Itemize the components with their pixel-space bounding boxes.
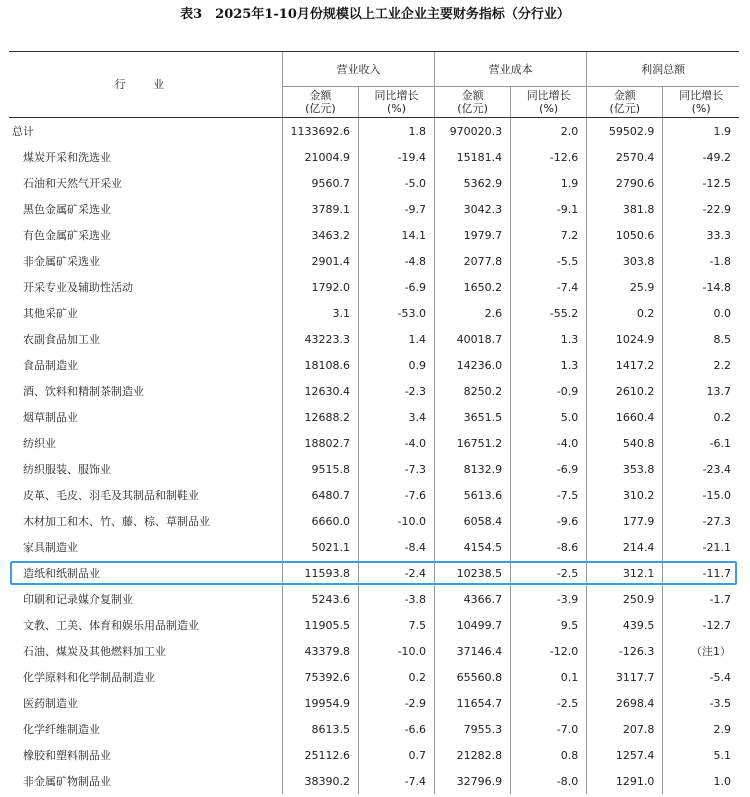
cost-amount-cell: 8132.9 — [435, 456, 511, 482]
industry-name-cell: 医药制造业 — [23, 697, 78, 710]
revenue-amount-cell: 12688.2 — [282, 404, 358, 430]
profit-amount-cell: 1417.2 — [587, 352, 663, 378]
profit-growth-cell: -11.7 — [663, 560, 739, 586]
cost-amount-cell: 3651.5 — [435, 404, 511, 430]
profit-amount-cell: 1257.4 — [587, 742, 663, 768]
revenue-growth-cell: 1.8 — [358, 118, 434, 145]
revenue-amount-cell: 43379.8 — [282, 638, 358, 664]
cost-growth-cell: -9.6 — [511, 508, 587, 534]
table-row — [9, 274, 739, 300]
cost-growth-cell: 0.1 — [511, 664, 587, 690]
profit-growth-cell: 5.1 — [663, 742, 739, 768]
cost-amount-cell: 65560.8 — [435, 664, 511, 690]
table-row — [9, 378, 739, 404]
revenue-amount-cell: 6660.0 — [282, 508, 358, 534]
industry-name-cell: 化学纤维制造业 — [23, 723, 100, 736]
cost-amount-cell: 4154.5 — [435, 534, 511, 560]
profit-amount-cell: 250.9 — [587, 586, 663, 612]
table-row — [9, 456, 739, 482]
table-row — [9, 144, 739, 170]
industry-name-cell: 造纸和纸制品业 — [23, 567, 100, 580]
table-row — [9, 560, 739, 586]
cost-amount-cell: 2.6 — [435, 300, 511, 326]
revenue-growth-cell: 1.4 — [358, 326, 434, 352]
cost-growth-cell: 1.9 — [511, 170, 587, 196]
cost-growth-cell: 5.0 — [511, 404, 587, 430]
industry-name-cell: 木材加工和木、竹、藤、棕、草制品业 — [23, 515, 210, 528]
profit-growth-cell: -14.8 — [663, 274, 739, 300]
revenue-growth-cell: -10.0 — [358, 638, 434, 664]
industry-header: 行 业 — [9, 52, 282, 118]
profit-growth-cell: -21.1 — [663, 534, 739, 560]
revenue-growth-cell: 0.9 — [358, 352, 434, 378]
profit-amount-cell: 353.8 — [587, 456, 663, 482]
profit-amount-cell: 2698.4 — [587, 690, 663, 716]
revenue-amount-cell: 11593.8 — [282, 560, 358, 586]
profit-growth-cell: -49.2 — [663, 144, 739, 170]
cost-amount-cell: 37146.4 — [435, 638, 511, 664]
industry-name-cell: 烟草制品业 — [23, 411, 78, 424]
table-row — [9, 248, 739, 274]
profit-growth-cell: 0.2 — [663, 404, 739, 430]
revenue-growth-cell: -6.9 — [358, 274, 434, 300]
profit-growth-cell: -5.4 — [663, 664, 739, 690]
cost-growth-cell: 9.5 — [511, 612, 587, 638]
cost-growth-cell: -8.0 — [511, 768, 587, 794]
cost-amount-cell: 10238.5 — [435, 560, 511, 586]
cost-amount-cell: 6058.4 — [435, 508, 511, 534]
profit-growth-cell: -27.3 — [663, 508, 739, 534]
cost-growth-cell: -0.9 — [511, 378, 587, 404]
industry-name-cell: 煤炭开采和洗选业 — [23, 151, 111, 164]
profit-amount-cell: 381.8 — [587, 196, 663, 222]
industry-name-cell: 石油和天然气开采业 — [23, 177, 122, 190]
profit-growth-cell: 0.0 — [663, 300, 739, 326]
cost-growth-cell: -12.6 — [511, 144, 587, 170]
profit-growth-cell: -15.0 — [663, 482, 739, 508]
industry-name-cell: 食品制造业 — [23, 359, 78, 372]
revenue-growth-cell: -6.6 — [358, 716, 434, 742]
profit-growth-cell: 1.0 — [663, 768, 739, 794]
profit-growth-cell: -3.5 — [663, 690, 739, 716]
profit-amount-cell: 303.8 — [587, 248, 663, 274]
revenue-amount-cell: 8613.5 — [282, 716, 358, 742]
revenue-growth-cell: -4.8 — [358, 248, 434, 274]
table-title: 表3 2025年1-10月份规模以上工业企业主要财务指标（分行业） — [180, 7, 570, 22]
profit-growth-cell: -22.9 — [663, 196, 739, 222]
cost-growth-cell: -9.1 — [511, 196, 587, 222]
revenue-amount-cell: 1133692.6 — [282, 118, 358, 145]
profit-amount-cell: 2570.4 — [587, 144, 663, 170]
profit-growth-cell: -1.7 — [663, 586, 739, 612]
cost-amount-cell: 970020.3 — [435, 118, 511, 145]
table-row — [9, 482, 739, 508]
revenue-amount-cell: 1792.0 — [282, 274, 358, 300]
revenue-header: 营业收入 — [282, 52, 434, 87]
revenue-amount-cell: 18108.6 — [282, 352, 358, 378]
revenue-growth-cell: -8.4 — [358, 534, 434, 560]
cost-amount-cell: 11654.7 — [435, 690, 511, 716]
revenue-growth-cell: -2.4 — [358, 560, 434, 586]
cost-growth-cell: -7.5 — [511, 482, 587, 508]
industry-name-cell: 有色金属矿采选业 — [23, 229, 111, 242]
industry-name-cell: 印刷和记录媒介复制业 — [23, 593, 133, 606]
revenue-growth-cell: 0.2 — [358, 664, 434, 690]
cost-growth-cell: -2.5 — [511, 690, 587, 716]
profit-growth-cell: 2.9 — [663, 716, 739, 742]
cost-amount-cell: 1650.2 — [435, 274, 511, 300]
profit-amount-cell: -126.3 — [587, 638, 663, 664]
revenue-amount-cell: 9515.8 — [282, 456, 358, 482]
table-row — [9, 534, 739, 560]
cost-amount-cell: 8250.2 — [435, 378, 511, 404]
cost-amount-cell: 2077.8 — [435, 248, 511, 274]
cost-amount-cell: 15181.4 — [435, 144, 511, 170]
revenue-growth-cell: -7.3 — [358, 456, 434, 482]
table-row — [9, 222, 739, 248]
profit-amount-cell: 540.8 — [587, 430, 663, 456]
cost-growth-header: 同比增长 (%) — [511, 87, 587, 118]
cost-growth-cell: 1.3 — [511, 326, 587, 352]
table-row — [9, 300, 739, 326]
profit-growth-cell: -12.7 — [663, 612, 739, 638]
revenue-amount-cell: 11905.5 — [282, 612, 358, 638]
cost-growth-cell: -12.0 — [511, 638, 587, 664]
industry-name-cell: 石油、煤炭及其他燃料加工业 — [23, 645, 166, 658]
revenue-growth-cell: -7.4 — [358, 768, 434, 794]
table-row — [9, 638, 739, 664]
revenue-amount-cell: 43223.3 — [282, 326, 358, 352]
profit-amount-cell: 2610.2 — [587, 378, 663, 404]
financial-indicators-table — [9, 51, 739, 794]
cost-growth-cell: -5.5 — [511, 248, 587, 274]
cost-growth-cell: -2.5 — [511, 560, 587, 586]
cost-amount-cell: 14236.0 — [435, 352, 511, 378]
revenue-amount-cell: 5021.1 — [282, 534, 358, 560]
revenue-growth-cell: 0.7 — [358, 742, 434, 768]
profit-growth-cell: -6.1 — [663, 430, 739, 456]
table-row — [9, 586, 739, 612]
revenue-growth-header: 同比增长 (%) — [358, 87, 434, 118]
revenue-amount-cell: 19954.9 — [282, 690, 358, 716]
profit-amount-cell: 0.2 — [587, 300, 663, 326]
industry-name-cell: 皮革、毛皮、羽毛及其制品和制鞋业 — [23, 489, 199, 502]
cost-amount-cell: 4366.7 — [435, 586, 511, 612]
cost-amount-cell: 10499.7 — [435, 612, 511, 638]
revenue-amount-cell: 75392.6 — [282, 664, 358, 690]
revenue-amount-cell: 9560.7 — [282, 170, 358, 196]
profit-amount-cell: 214.4 — [587, 534, 663, 560]
cost-amount-cell: 16751.2 — [435, 430, 511, 456]
cost-amount-cell: 5613.6 — [435, 482, 511, 508]
table-row — [9, 690, 739, 716]
revenue-growth-cell: -7.6 — [358, 482, 434, 508]
profit-amount-cell: 1291.0 — [587, 768, 663, 794]
cost-growth-cell: 1.3 — [511, 352, 587, 378]
industry-name-cell: 开采专业及辅助性活动 — [23, 281, 133, 294]
industry-name-cell: 非金属矿物制品业 — [23, 775, 111, 788]
cost-growth-cell: 7.2 — [511, 222, 587, 248]
profit-amount-cell: 59502.9 — [587, 118, 663, 145]
profit-amount-cell: 1660.4 — [587, 404, 663, 430]
revenue-amount-header: 金额 (亿元) — [282, 87, 358, 118]
revenue-growth-cell: 7.5 — [358, 612, 434, 638]
cost-amount-cell: 40018.7 — [435, 326, 511, 352]
table-row — [9, 612, 739, 638]
profit-growth-cell: -23.4 — [663, 456, 739, 482]
cost-amount-cell: 5362.9 — [435, 170, 511, 196]
profit-amount-cell: 1050.6 — [587, 222, 663, 248]
profit-header: 利润总额 — [587, 52, 739, 87]
table-row — [9, 716, 739, 742]
cost-growth-cell: -7.0 — [511, 716, 587, 742]
revenue-growth-cell: 14.1 — [358, 222, 434, 248]
profit-growth-cell: 33.3 — [663, 222, 739, 248]
revenue-growth-cell: -3.8 — [358, 586, 434, 612]
table-row-total — [9, 118, 739, 145]
table-row — [9, 742, 739, 768]
industry-name-cell: 纺织服装、服饰业 — [23, 463, 111, 476]
industry-name-cell: 橡胶和塑料制品业 — [23, 749, 111, 762]
profit-growth-cell: 8.5 — [663, 326, 739, 352]
revenue-amount-cell: 38390.2 — [282, 768, 358, 794]
industry-name-cell: 非金属矿采选业 — [23, 255, 100, 268]
table-row — [9, 170, 739, 196]
table-row — [9, 664, 739, 690]
industry-name-cell: 化学原料和化学制品制造业 — [23, 671, 155, 684]
industry-name-cell: 总计 — [12, 125, 34, 138]
industry-name-cell: 黑色金属矿采选业 — [23, 203, 111, 216]
industry-name-cell: 其他采矿业 — [23, 307, 78, 320]
revenue-amount-cell: 21004.9 — [282, 144, 358, 170]
revenue-growth-cell: -53.0 — [358, 300, 434, 326]
cost-amount-cell: 21282.8 — [435, 742, 511, 768]
profit-amount-cell: 312.1 — [587, 560, 663, 586]
cost-amount-header: 金额 (亿元) — [435, 87, 511, 118]
cost-growth-cell: -3.9 — [511, 586, 587, 612]
cost-growth-cell: -6.9 — [511, 456, 587, 482]
table-row — [9, 326, 739, 352]
profit-amount-cell: 25.9 — [587, 274, 663, 300]
revenue-growth-cell: 3.4 — [358, 404, 434, 430]
profit-amount-cell: 2790.6 — [587, 170, 663, 196]
cost-growth-cell: -4.0 — [511, 430, 587, 456]
profit-amount-cell: 1024.9 — [587, 326, 663, 352]
table-row — [9, 404, 739, 430]
industry-name-cell: 酒、饮料和精制茶制造业 — [23, 385, 144, 398]
industry-name-cell: 文教、工美、体育和娱乐用品制造业 — [23, 619, 199, 632]
revenue-amount-cell: 5243.6 — [282, 586, 358, 612]
cost-growth-cell: -8.6 — [511, 534, 587, 560]
revenue-amount-cell: 3463.2 — [282, 222, 358, 248]
profit-growth-cell: -1.8 — [663, 248, 739, 274]
profit-growth-header: 同比增长 (%) — [663, 87, 739, 118]
revenue-amount-cell: 12630.4 — [282, 378, 358, 404]
profit-amount-cell: 207.8 — [587, 716, 663, 742]
table-row — [9, 196, 739, 222]
profit-growth-cell: 13.7 — [663, 378, 739, 404]
profit-amount-cell: 177.9 — [587, 508, 663, 534]
industry-name-cell: 农副食品加工业 — [23, 333, 100, 346]
revenue-amount-cell: 3789.1 — [282, 196, 358, 222]
revenue-amount-cell: 6480.7 — [282, 482, 358, 508]
revenue-growth-cell: -2.9 — [358, 690, 434, 716]
table-row — [9, 430, 739, 456]
profit-growth-cell: （注1） — [663, 638, 739, 664]
profit-growth-cell: -12.5 — [663, 170, 739, 196]
cost-growth-cell: -7.4 — [511, 274, 587, 300]
revenue-amount-cell: 18802.7 — [282, 430, 358, 456]
cost-amount-cell: 1979.7 — [435, 222, 511, 248]
cost-amount-cell: 7955.3 — [435, 716, 511, 742]
profit-growth-cell: 2.2 — [663, 352, 739, 378]
revenue-amount-cell: 2901.4 — [282, 248, 358, 274]
profit-amount-cell: 3117.7 — [587, 664, 663, 690]
table-row — [9, 768, 739, 794]
cost-growth-cell: 2.0 — [511, 118, 587, 145]
revenue-amount-cell: 25112.6 — [282, 742, 358, 768]
revenue-growth-cell: -9.7 — [358, 196, 434, 222]
revenue-growth-cell: -4.0 — [358, 430, 434, 456]
revenue-growth-cell: -19.4 — [358, 144, 434, 170]
table-row — [9, 352, 739, 378]
profit-amount-cell: 310.2 — [587, 482, 663, 508]
industry-name-cell: 家具制造业 — [23, 541, 78, 554]
cost-amount-cell: 3042.3 — [435, 196, 511, 222]
revenue-growth-cell: -2.3 — [358, 378, 434, 404]
profit-amount-header: 金额 (亿元) — [587, 87, 663, 118]
table-row — [9, 508, 739, 534]
cost-header: 营业成本 — [435, 52, 587, 87]
industry-name-cell: 纺织业 — [23, 437, 56, 450]
cost-amount-cell: 32796.9 — [435, 768, 511, 794]
revenue-amount-cell: 3.1 — [282, 300, 358, 326]
revenue-growth-cell: -5.0 — [358, 170, 434, 196]
revenue-growth-cell: -10.0 — [358, 508, 434, 534]
profit-amount-cell: 439.5 — [587, 612, 663, 638]
cost-growth-cell: -55.2 — [511, 300, 587, 326]
cost-growth-cell: 0.8 — [511, 742, 587, 768]
profit-growth-cell: 1.9 — [663, 118, 739, 145]
